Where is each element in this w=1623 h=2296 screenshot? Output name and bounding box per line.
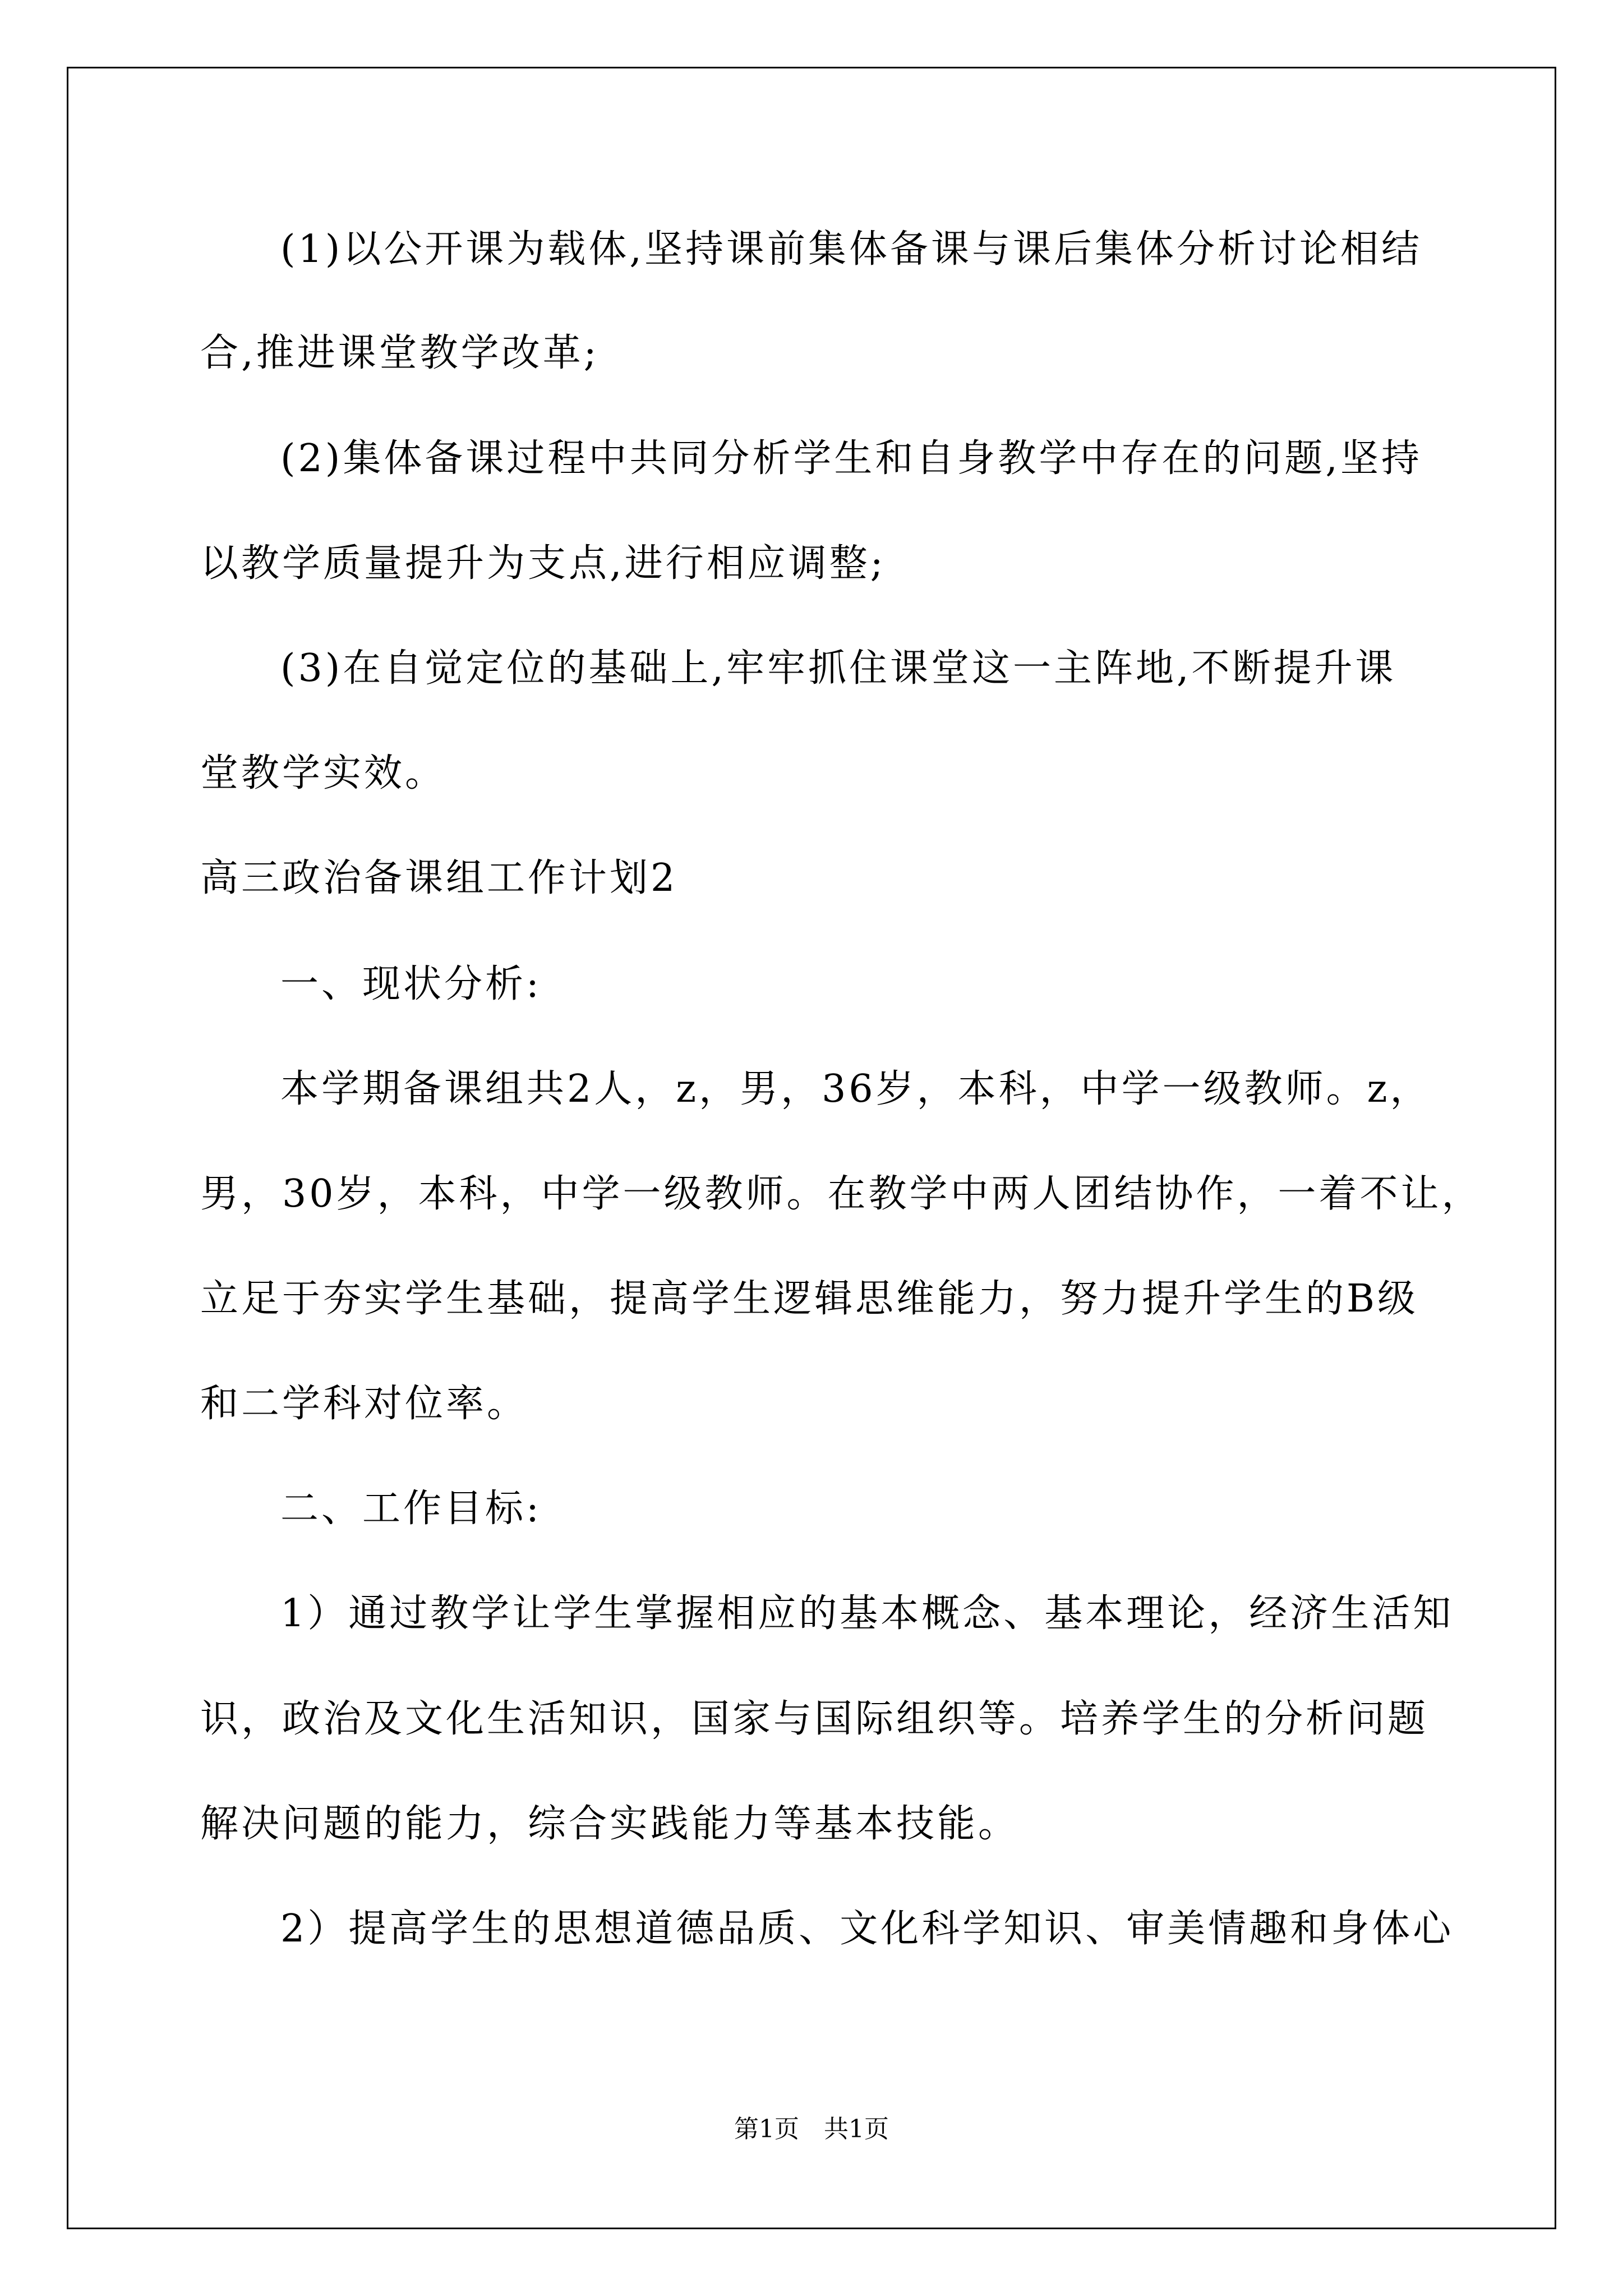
page-border [67, 67, 1556, 2229]
section-title: 高三政治备课组工作计划2 [200, 856, 678, 900]
page-footer: 第1页 共1页 [734, 2115, 889, 2143]
paragraph-line: 堂教学实效。 [200, 751, 446, 795]
paragraph-line: (2)集体备课过程中共同分析学生和自身教学中存在的问题,坚持 [280, 436, 1422, 481]
paragraph-line: 和二学科对位率。 [200, 1382, 528, 1426]
paragraph-line: (1)以公开课为载体,坚持课前集体备课与课后集体分析讨论相结 [280, 227, 1422, 272]
section-heading: 一、现状分析: [280, 962, 542, 1006]
paragraph-line: 本学期备课组共2人，z，男，36岁，本科，中学一级教师。z， [280, 1067, 1431, 1111]
paragraph-line: (3)在自觉定位的基础上,牢牢抓住课堂这一主阵地,不断提升课 [280, 646, 1396, 691]
paragraph-line: 立足于夯实学生基础，提高学生逻辑思维能力，努力提升学生的B级 [200, 1277, 1418, 1321]
paragraph-line: 2）提高学生的思想道德品质、文化科学知识、审美情趣和身体心 [280, 1907, 1454, 1951]
paragraph-line: 合,推进课堂教学改革; [200, 331, 600, 375]
section-heading: 二、工作目标: [280, 1487, 542, 1531]
paragraph-line: 解决问题的能力，综合实践能力等基本技能。 [200, 1802, 1020, 1846]
paragraph-line: 以教学质量提升为支点,进行相应调整; [200, 541, 886, 586]
paragraph-line: 识，政治及文化生活知识，国家与国际组织等。培养学生的分析问题 [200, 1697, 1429, 1741]
paragraph-line: 男，30岁，本科，中学一级教师。在教学中两人团结协作，一着不让， [200, 1172, 1483, 1216]
paragraph-line: 1）通过教学让学生掌握相应的基本概念、基本理论，经济生活知 [280, 1591, 1454, 1636]
